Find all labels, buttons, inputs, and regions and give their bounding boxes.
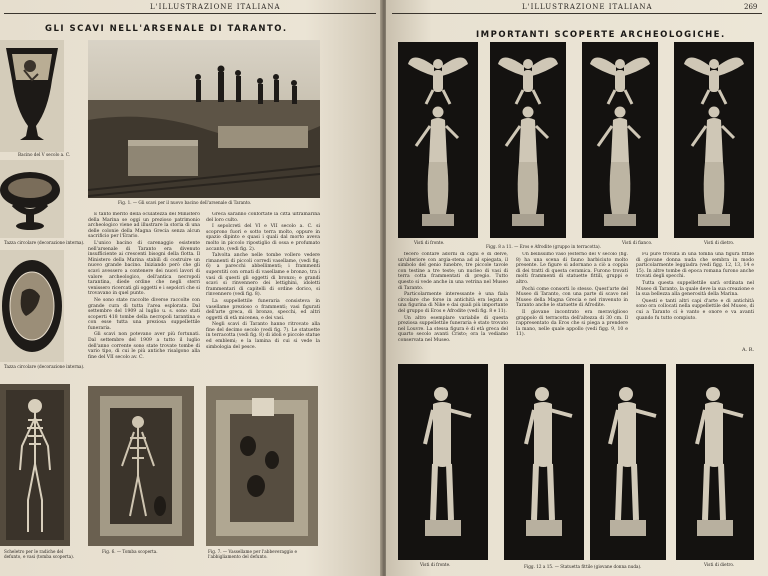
caption-skeleton: Scheletro per le radiche del defunto, e vasi (tomba scoperta). [4,549,75,559]
paragraph: Un bellissimo vaso (esterno del V secolo (fig. 8) ha una scena di fauno barbiciuto molto presente. Le figure si adornano a ciò a coppia di dei tratti di questa ceramica. Furono trovati molti frammenti di statuette fittili, gruppi e altro. [516,252,628,285]
paragraph: Questi e tanti altri capi d'arte e di antichità sono ora collocati nella suppellettile del Museo, di cui a Taranto ci è vanto e onore e va avanti quando fu tutto compiuto. [636,298,754,321]
right-page [386,0,768,576]
paragraph: Ne sono state raccolte diverse raccolte con grande cura di tutta l'area esplorata. Dal settembre del 1909 al luglio u. s. sono stati scoperti 418 tombe della necropoli tarantina e con esse tutta una preziosa suppellettile funeraria. [88,297,200,331]
fig1-excavation-photo [88,40,320,198]
statuette-photo-front [398,364,488,560]
paragraph: Fu pure trovata in una tomba una figura fittile di giovane donna nuda che sembra in modo particolarmente leggiadra (vedi figg. 12, 13, 14 e 15). In altre tombe di epoca romana furono anche trovati degli specchi. [636,252,754,280]
kylix-photo [0,160,64,238]
paragraph: Talvolta anche nelle tombe vollero vedere rimanenti di piccoli corredi vasellame, (vedi fig. 6) a parecchi abbellimenti; i frammenti superstiti con ornati di vasellame e bronzo, tra i vasi di questi gli oggetti di bronzo; e grandi scavi si rinvennero dei lettighini, idoletti frammentari di capitelli di ordine dorico, si rinvennero (vedi fig. 8). [206,253,320,298]
paragraph: Il giovane incontrato era meraviglioso grappolo di terracotta dell'altezza di 30 cm. Il rappresentato da Eros che si piega a prendere la mano, nelle quale appollo (vedi figg. 9, 10 e 11). [516,309,628,338]
paragraph: L'unico bacino di carenaggio esistente nell'arsenale di Taranto era divenuto insufficiente ai crescenti bisogni della flotta. Il Ministero della Marina stabilì di costruire un nuovo grande bacino. Iniziando però che gli scavi avessero a contenere dei nuovi lavori di valore archeologico, dell'antica necropoli tarantina, diede ordine che negli sterri venissero ricercati gli oggetti e i sepolcri che si trovavano in quel punto. [88,240,200,297]
page-number: 269 [744,3,758,11]
caption-fig7: Fig. 7. — Vassellame per l'abbeveraggio e l'abbigliamento del defunto. [208,549,297,559]
left-text-column-2 [206,212,320,380]
eros-aphrodite-photo-side [582,42,658,238]
paragraph: È tanto merito della oculatezza del Ministero della Marina se oggi un prezioso patrimonio archeologico viene ad illustrare la storia di una delle colonie della Magna Grecia senza alcun sacrificio per l'Erario. [88,212,200,240]
paragraph: Particolarmente interessante è una fiala circolare che forse in antichità era legata a una figurina di Nike e dai quali più importante del gruppo di Eros e Afrodite (vedi fig. 8 e 11). [398,292,508,314]
paragraph: Un altro esemplare variabile di questa preziosa suppellettile funeraria è stato trovato nel Louvre. La stessa figura è di età greca del quarto secolo avanti Cristo; ora la vediamo conservata nel Museo. [398,315,508,343]
paragraph: Pochi come consorti lo stesso. Quest'arte del Museo di Taranto, con una parte di scavo nel Museo della Magna Grecia e nel rinvenuto in Taranto anche le statuette di Afrodite. [516,286,628,309]
right-text-column-3 [636,252,754,346]
statuette-photo-front-2 [504,364,584,560]
caption-fig1: Fig. 1. — Gli scavi per il nuovo bacino dell'arsenale di Taranto. [118,200,252,205]
right-page-title: IMPORTANTI SCOPERTE ARCHEOLOGICHE. [476,30,726,40]
caption-fig6: Fig. 6. — Tomba scoperta. [102,549,158,554]
statuette-photo-back [676,364,754,560]
left-page [0,0,382,576]
right-text-column-2 [516,252,628,356]
paragraph: Negli scavi di Taranto hanno ritrovato alla fine del decimo secolo (vedi fig. 7). Le statuette in terracotta (vedi fig. 8) di idoli e piccole statue ed emblemi; e la lamina di cui si vede la simbologia del pesce. [206,322,320,350]
caption-top-1: Visti di fronte. [414,240,445,245]
caption-vase-mid: Tazza circolare (decorazione interna). [4,240,85,245]
eros-aphrodite-photo-back [674,42,754,238]
eros-aphrodite-photo-front-2 [490,42,566,238]
fig7-vessels-photo [206,386,318,546]
right-text-column-1 [398,252,508,356]
caption-bottom-1: Visti di fronte. [420,562,451,567]
running-head-right: L'ILLUSTRAZIONE ITALIANA [522,3,653,11]
caption-bottom-23: Figg. 12 a 15. — Statuetta fittile (giovane donna nuda). [524,564,642,569]
caption-top-4: Visti di dietro. [704,240,735,245]
eros-aphrodite-photo-front [398,42,478,238]
header-rule [4,13,376,14]
header-rule [392,13,762,14]
caption-vase-low: Tazza circolare (decorazione interna). [4,364,85,369]
caption-vase-top: Bacino del V secolo a. C. [18,152,71,157]
left-page-title: GLI SCAVI NELL'ARSENALE DI TARANTO. [45,24,288,34]
running-head-left: L'ILLUSTRAZIONE ITALIANA [150,3,281,11]
statuette-photo-side [590,364,666,560]
plate-photo [0,250,64,362]
caption-top-3: Visti di fianco. [622,240,653,245]
caption-bottom-4: Visti di dietro. [704,562,735,567]
paragraph: Greca saranno confortate la città ultramarina del loro culto. [206,212,320,223]
paragraph: Gli scavi non potevano aver più fortunati. Dal settembre del 1909 a tutto il luglio dell'anno corrente sono state trovate tombe di vario tipo, di cui le più antiche risalgono alla fine del VII secolo av. C. [88,332,200,360]
skeleton-photo [0,384,70,546]
paragraph: La suppellettile funeraria consisteva in vasellame prezioso o frammenti; vasi figurati dell'arte greca, di bronzo, specchi, ed altri oggetti di età micenea, e dei vasi. [206,298,320,321]
left-text-column-1 [88,212,200,380]
author-signature: A. R. [742,347,755,353]
paragraph: Tutta questa suppellettile sarà ordinata nel Museo di Taranto, la quale deve la sua creazione e la sua bellezza alla generosità della Marina. [636,280,754,298]
caption-top-23: Figg. 8 a 11. — Eros e Afrodite (gruppo in terracotta). [486,244,601,249]
vase-krater-photo [0,40,64,152]
paragraph: fecero contare adorni di cigni e di delve, un'ulteriore con argia-stena ad al spiegata, il simbolo del genio funebre, tre piccole tavole con testine a tre teste; un nucleo di vasi di terra cotta frammentati di pregio. Tutto questo si vede anche in una vetrina nel Museo di Taranto. [398,252,508,291]
paragraph: I sepolcreti del VI e VII secolo a. C. si scoprono fuori e sotto terra molto, oppure in spazio dipinto e quasi i quali dal morto aveva molto in piccolo ripostiglio di ossa e profumato accanto, (vedi fig. 2). [206,224,320,252]
fig6-tomb-photo [88,386,194,546]
